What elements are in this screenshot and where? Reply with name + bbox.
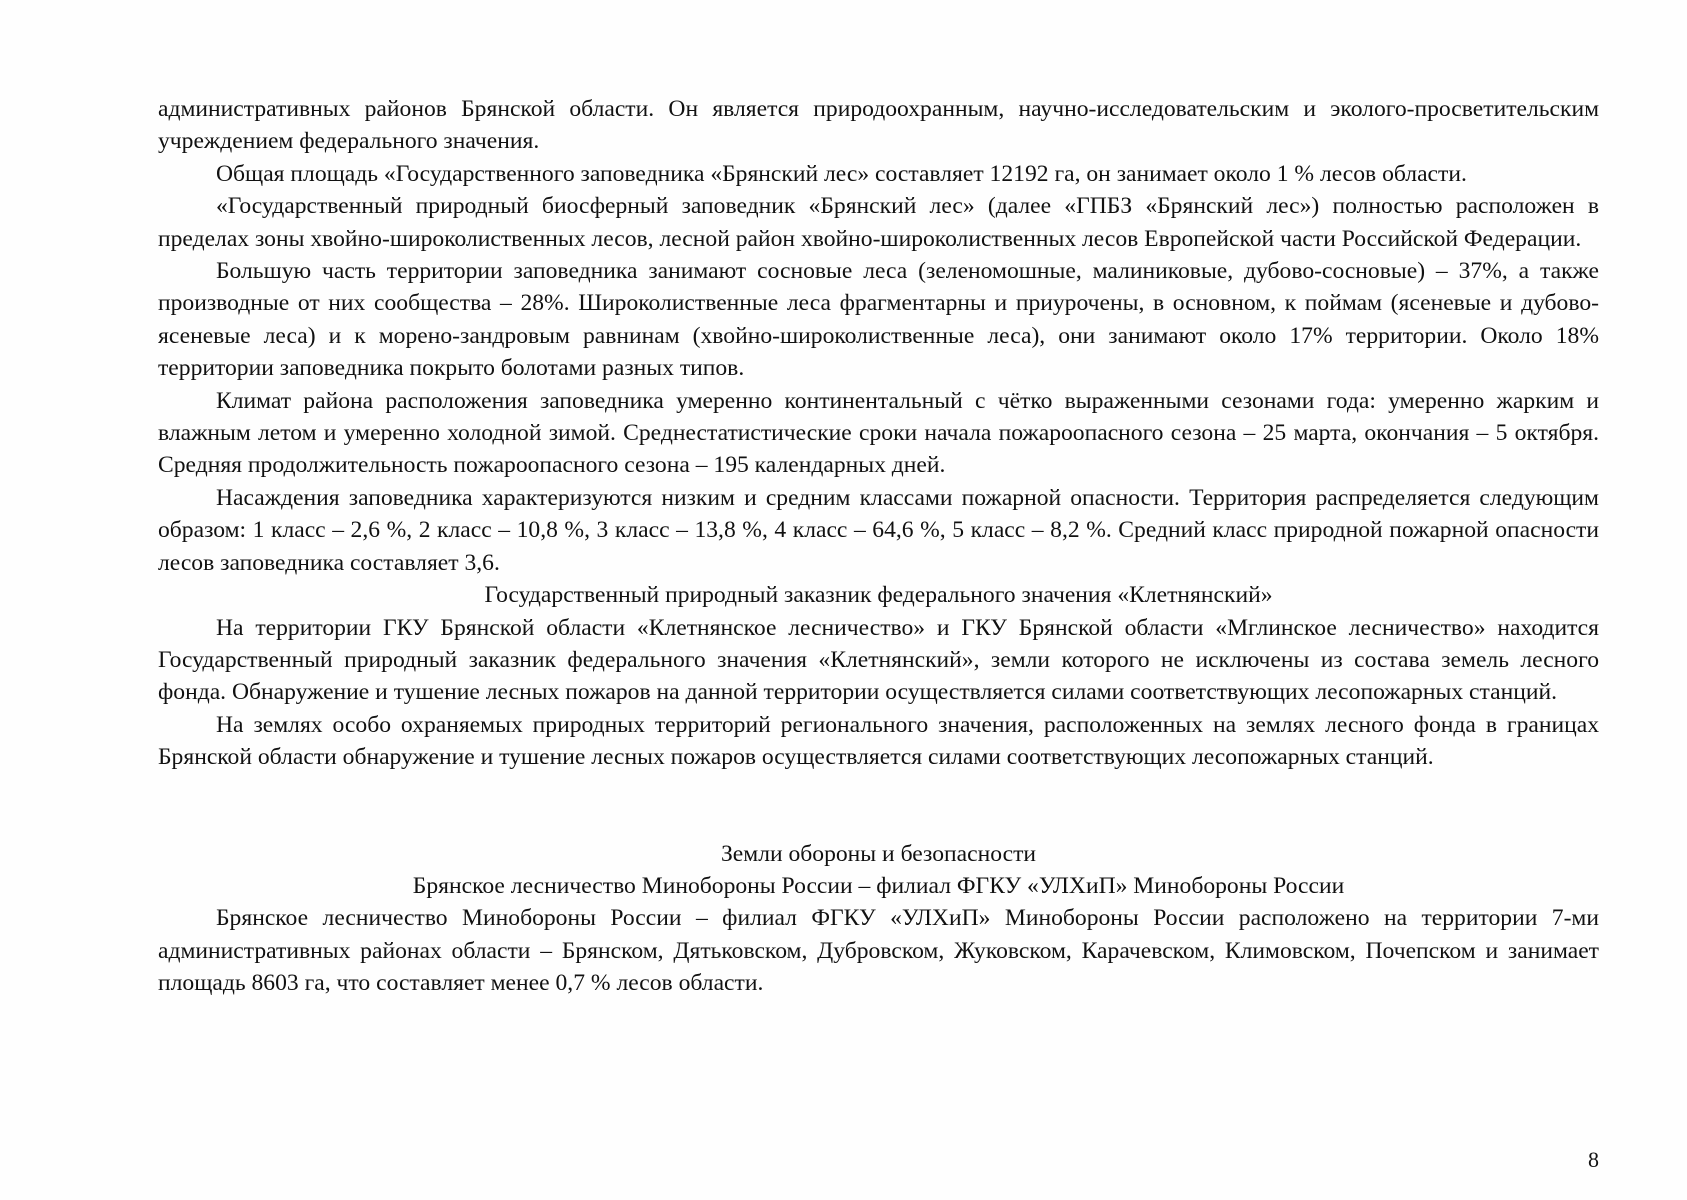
paragraph-reserve-location: «Государственный природный биосферный заповедник «Брянский лес» (далее «ГПБЗ «Брянский лес») полностью расположен в пределах зоны хвойно-широколиственных лесов, лесной район хвойно-широколиственных лесов Европейской части Российской Федерации. xyxy=(158,193,1599,252)
page-number: 8 xyxy=(1588,1147,1599,1172)
paragraph-fire-classes: Насаждения заповедника характеризуются низким и средним классами пожарной опасности. Территория распределяется следующим образом: 1 класс – 2,6 %, 2 класс – 10,8 %, 3 класс – 13,8 %, 4 класс – 64,6 %, 5 класс – 8,2 %. Средний класс природной пожарной опасности лесов заповедника составляет 3,6. xyxy=(158,484,1599,576)
paragraph-forestry-area: Брянское лесничество Минобороны России – филиал ФГКУ «УЛХиП» Минобороны России расположено на территории 7-ми административных районах области – Брянском, Дятьковском, Дубровском, Жуковском, Карачевском, Климовском, Почепском и занимает площадь 8603 га, что составляет менее 0,7 % лесов области. xyxy=(158,905,1599,997)
section-heading-forestry: Брянское лесничество Минобороны России – филиал ФГКУ «УЛХиП» Минобороны России xyxy=(412,872,1345,899)
section-heading-zakaznik: Государственный природный заказник федерального значения «Клетнянский» xyxy=(484,582,1273,609)
paragraph-regional-territories: На землях особо охраняемых природных территорий регионального значения, расположенных на землях лесного фонда в границах Брянской области обнаружение и тушение лесных пожаров осуществляется силами соответствующих лесопожарных станций. xyxy=(158,711,1599,771)
section-spacer xyxy=(158,774,1599,838)
paragraph-forest-composition: Большую часть территории заповедника занимают сосновые леса (зеленомошные, малиниковые, дубово-сосновые) – 37%, а также производные от них сообщества – 28%. Широколиственные леса фрагментарны и приурочены, в основном, к поймам (ясеневые и дубово-ясеневые леса) и к морено-зандровым равнинам (хвойно-широколиственные леса), они занимают около 17% территории. Около 18% территории заповедника покрыто болотами разных типов. xyxy=(158,258,1599,382)
paragraph-climate: Климат района расположения заповедника умеренно континентальный с чётко выраженными сезонами года: умеренно жарким и влажным летом и умеренно холодной зимой. Среднестатистические сроки начала пожароопасного сезона – 25 марта, окончания – 5 октября. Средняя продолжительность пожароопасного сезона – 195 календарных дней. xyxy=(158,387,1599,479)
paragraph-total-area: Общая площадь «Государственного заповедника «Брянский лес» составляет 12192 га, он занимает около 1 % лесов области. xyxy=(216,160,1467,187)
section-heading-defense-lands: Земли обороны и безопасности xyxy=(720,840,1037,867)
document-body xyxy=(158,93,1599,1000)
paragraph-continuation: административных районов Брянской области. Он является природоохранным, научно-исследовательским и эколого-просветительским учреждением федерального значения. xyxy=(158,96,1599,155)
paragraph-zakaznik: На территории ГКУ Брянской области «Клетнянское лесничество» и ГКУ Брянской области «Мглинское лесничество» находится Государственный природный заказник федерального значения «Клетнянский», земли которого не исключены из состава земель лесного фонда. Обнаружение и тушение лесных пожаров на данной территории осуществляется силами соответствующих лесопожарных станций. xyxy=(158,614,1599,706)
